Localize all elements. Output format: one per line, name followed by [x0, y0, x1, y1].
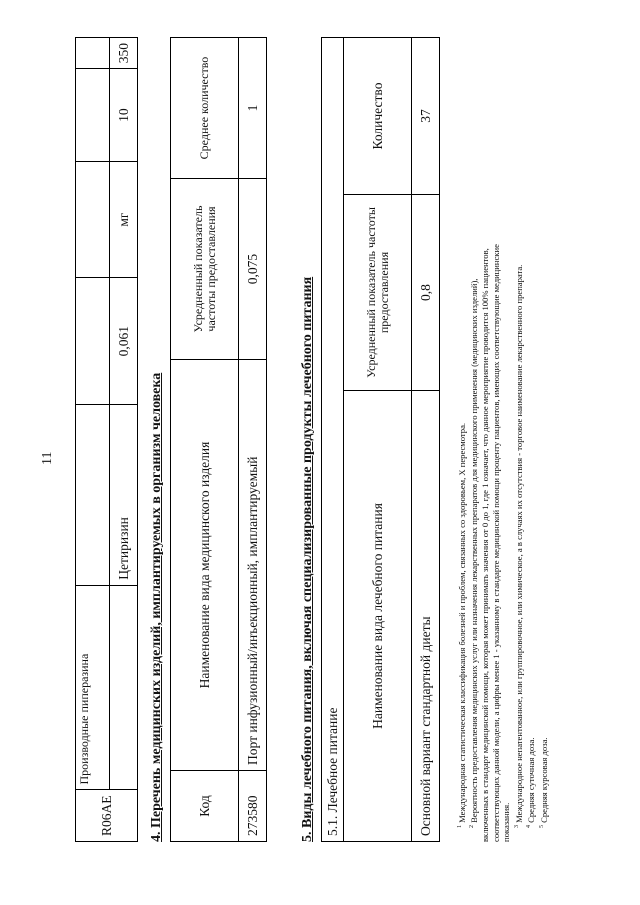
section-5-title: 5. Виды лечебного питания, включая специализированные продукты лечебного питания [300, 276, 315, 842]
pharm-group-cell: Производные пиперазина [76, 585, 110, 790]
page-number: 11 [40, 451, 55, 465]
empty-cell [76, 161, 110, 277]
device-frequency-cell: 0,075 [239, 179, 267, 360]
empty-cell [76, 69, 110, 162]
daily-dose-cell: 10 [110, 69, 138, 162]
col-header-device-name: Наименование вида медицинского изделия [171, 360, 239, 771]
footnote-4: $^4$ Средняя суточная доза. [526, 737, 536, 828]
device-quantity-cell: 1 [239, 38, 267, 179]
section-4-title: 4. Перечень медицинских изделий, имплантируемых в организм человека [149, 372, 164, 842]
footnote-1: $^1$ Международная статистическая классификация болезней и проблем, связанных со здоровьем, X пересмотра. [456, 422, 467, 828]
nutrition-quantity-cell: 37 [412, 38, 440, 195]
drug-table [75, 37, 138, 842]
footnote-5: $^5$ Средняя курсовая доза. [538, 737, 549, 828]
table-header-row [171, 38, 239, 842]
table-row [110, 38, 138, 842]
medical-devices-table [170, 37, 267, 842]
nutrition-frequency-cell: 0,8 [412, 195, 440, 391]
footnote-2: $^2$ Вероятность предоставления медицинских услуг или назначения лекарственных препаратов для медицинского применения (медицинских изделий), [469, 278, 480, 828]
table-row [322, 38, 344, 842]
device-name-cell: Порт инфузионный/инъекционный, имплантируемый [239, 360, 267, 771]
col-header-nutrition-name: Наименование вида лечебного питания [344, 391, 412, 842]
footnote-2-cont: показания. [501, 802, 512, 842]
footnote-2-cont: включенных в стандарт медицинской помощи, которая может принимать значения от 0 до 1, где 1 означает, что данное мероприятие проводится 100% пациентов, [479, 248, 490, 842]
empty-cell [110, 585, 138, 790]
footnote-2-cont: соответствующих данной модели, а цифры менее 1 - указанному в стандарте медицинской помощи проценту пациентов, имеющих соответствующие медицинские [490, 244, 501, 842]
drug-name-cell: Цетиризин [110, 405, 138, 586]
col-header-frequency: Усредненный показатель частоты предоставления [344, 195, 412, 391]
table-header-row [344, 38, 412, 842]
device-code-cell: 273580 [239, 771, 267, 842]
course-dose-cell: 350 [110, 38, 138, 69]
unit-cell: мг [110, 161, 138, 277]
table-row [239, 38, 267, 842]
empty-cell [76, 278, 110, 405]
col-header-quantity: Среднее количество [171, 38, 239, 179]
col-header-code: Код [171, 771, 239, 842]
nutrition-table [321, 37, 440, 842]
subsection-title: 5.1. Лечебное питание [322, 38, 344, 842]
table-row [76, 38, 110, 842]
col-header-quantity: Количество [344, 38, 412, 195]
footnote-3: $^3$ Международное непатентованное, или группировочное, или химическое, а в случаях их отсутствия - торговое наименование лекарственного препарата. [513, 264, 524, 828]
table-row [412, 38, 440, 842]
atc-code-cell: R06AE [76, 790, 138, 842]
nutrition-name-cell: Основной вариант стандартной диеты [412, 391, 440, 842]
empty-cell [76, 38, 110, 69]
frequency-cell: 0,061 [110, 278, 138, 405]
col-header-frequency: Усредненный показатель частоты предоставления [171, 179, 239, 360]
empty-cell [76, 405, 110, 586]
footnotes [455, 244, 549, 842]
